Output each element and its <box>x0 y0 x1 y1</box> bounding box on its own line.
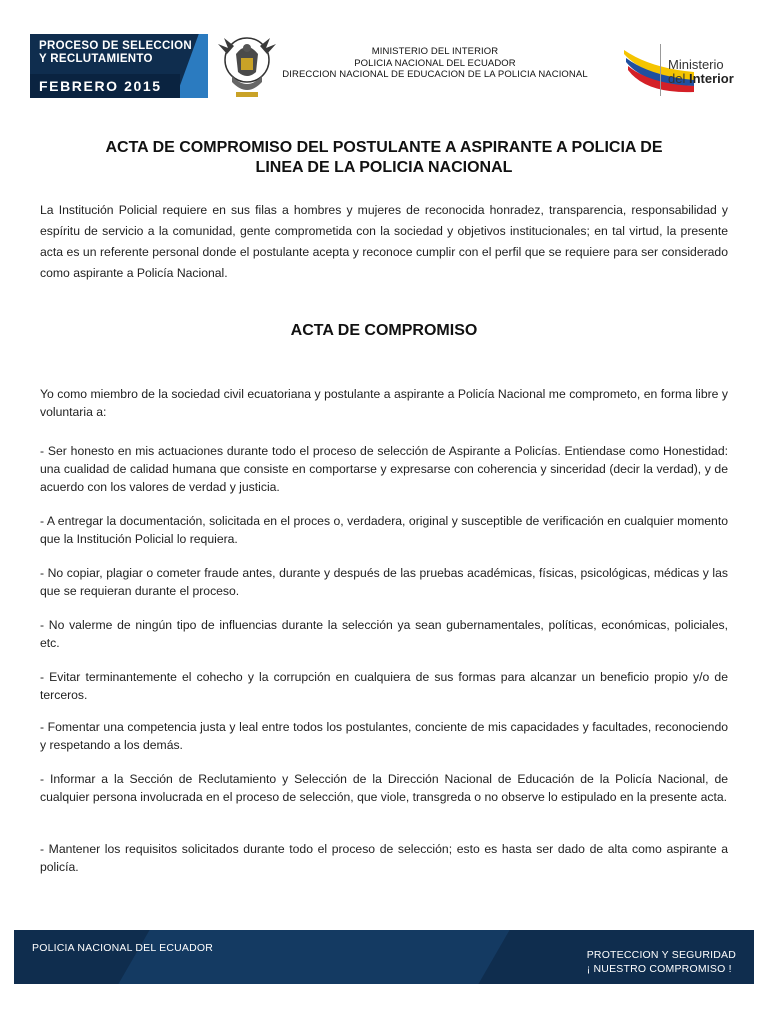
page-footer <box>14 930 754 984</box>
banner-line-1: PROCESO DE SELECCION <box>39 40 192 52</box>
footer-stripe <box>118 930 509 984</box>
intro-paragraph: La Institución Policial requiere en sus filas a hombres y mujeres de reconocida honradez, transparencia, responsabilidad y espíritu de servicio a la comunidad, gente comprometida con la sociedad y objetivos institucionales; en tal virtud, la presente acta es un referente personal donde el postulante acepta y reconoce cumplir con el perfil que se requiere para ser considerado como aspirante a Policía Nacional. <box>40 203 728 280</box>
police-seal-icon <box>214 32 280 102</box>
banner-line-2: Y RECLUTAMIENTO <box>39 53 153 65</box>
ministry-line-3: DIRECCION NACIONAL DE EDUCACION DE LA POLICIA NACIONAL <box>282 69 588 80</box>
commitment-item: - Ser honesto en mis actuaciones durante todo el proceso de selección de Aspirante a Policías. Entiendase como Honestidad: una cualidad de calidad humana que consiste en comportarse y expresarse con coherencia y sinceridad (decir la verdad), y de acuerdo con los valores de verdad y justicia. <box>40 444 728 494</box>
document-title <box>50 138 718 178</box>
logo-divider <box>660 44 661 96</box>
ministry-line-2: POLICIA NACIONAL DEL ECUADOR <box>354 57 516 69</box>
mi-logo-line-1: Ministerio <box>668 57 724 72</box>
commitment-intro: Yo como miembro de la sociedad civil ecuatoriana y postulante a aspirante a Policía Nacional me comprometo, en forma libre y voluntaria a: <box>40 387 728 419</box>
ministry-line-1: MINISTERIO DEL INTERIOR <box>371 46 499 57</box>
footer-left-text: POLICIA NACIONAL DEL ECUADOR <box>32 942 214 954</box>
commitment-item: - A entregar la documentación, solicitada en el proces o, verdadera, original y susceptible de verificación en cualquier momento que la Institución Policial lo requiera. <box>40 514 728 546</box>
footer-slogan-line-2: ¡ NUESTRO COMPROMISO ! <box>586 963 732 975</box>
mi-logo-interior: Interior <box>688 71 734 86</box>
ministry-header-text <box>280 46 590 81</box>
commitment-item: - Mantener los requisitos solicitados durante todo el proceso de selección; esto es hasta ser dado de alta como aspirante a policía. <box>40 842 728 874</box>
title-line-1: ACTA DE COMPROMISO DEL POSTULANTE A ASPIRANTE A POLICIA DE <box>105 139 663 156</box>
recruitment-banner <box>30 34 208 98</box>
commitment-item: - No valerme de ningún tipo de influencias durante la selección ya sean gubernamentales, políticas, económicas, policiales, etc. <box>40 618 728 650</box>
footer-slogan-line-1: PROTECCION Y SEGURIDAD <box>586 949 736 961</box>
commitment-item: - Evitar terminantemente el cohecho y la corrupción en cualquiera de sus formas para alcanzar un beneficio propio y/o de terceros. <box>40 670 728 702</box>
section-subtitle: ACTA DE COMPROMISO <box>290 322 478 339</box>
mi-logo-del: del <box>668 71 689 86</box>
commitment-item: - Informar a la Sección de Reclutamiento y Selección de la Dirección Nacional de Educación de la Policía Nacional, de cualquier persona involucrada en el proceso de selección, que viole, transgreda o no observe lo estipulado en la presente acta. <box>40 772 728 804</box>
title-line-2: LINEA DE LA POLICIA NACIONAL <box>255 159 513 176</box>
page-header <box>0 0 768 110</box>
mi-logo-line-2 <box>668 72 734 86</box>
banner-title <box>39 40 192 66</box>
banner-date: FEBRERO 2015 <box>30 74 180 98</box>
commitment-item: - Fomentar una competencia justa y leal entre todos los postulantes, conciente de mis capacidades y facultades, reconociendo y respetando a los demás. <box>40 720 728 752</box>
commitment-item: - No copiar, plagiar o cometer fraude antes, durante y después de las pruebas académicas, físicas, psicológicas, médicas y las que se requieran durante el proceso. <box>40 566 728 598</box>
footer-slogan <box>587 948 736 976</box>
ministry-logo-text <box>668 58 734 86</box>
